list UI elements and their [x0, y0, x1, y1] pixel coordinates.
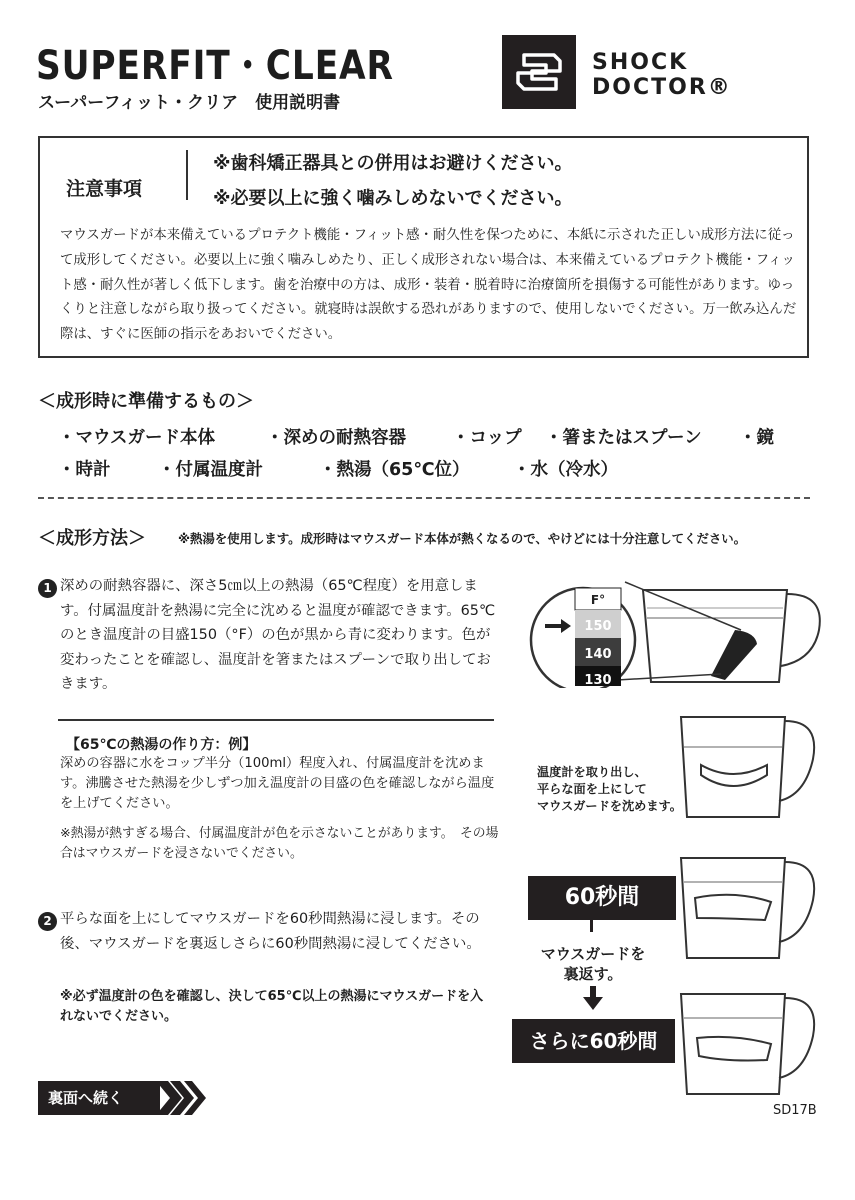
prep-item: ・熱湯（65℃位） [319, 460, 470, 480]
hot-water-body: 深めの容器に水をコップ半分（100ml）程度入れ、付属温度計を沈めます。沸騰させた熱湯を少しずつ加え温度計の目盛の色を確認しながら温度を上げてください。 [60, 756, 495, 811]
prep-item: ・コップ [452, 428, 522, 448]
cup-illustration-3 [675, 846, 825, 964]
prep-item: ・マウスガード本体 [58, 428, 215, 448]
arrow-down-icon [583, 986, 603, 1010]
section-divider [38, 497, 810, 499]
prep-item: ・深めの耐熱容器 [266, 428, 406, 448]
continue-label: 裏面へ続く [38, 1081, 160, 1115]
flip-label-line: 裏返す。 [563, 965, 623, 983]
illus-caption-line: 平らな面を上にして [537, 782, 647, 796]
cup-illustration-4 [675, 982, 825, 1100]
timer-badge-again-60s: さらに60秒間 [512, 1019, 675, 1063]
caution-divider [186, 150, 188, 200]
prep-heading: ＜成形時に準備するもの＞ [38, 391, 254, 412]
illus-caption-line: 温度計を取り出し、 [537, 765, 647, 779]
brand-line-2: DOCTOR® [592, 75, 732, 100]
thermo-tick: 130 [584, 673, 612, 688]
brand-logo-mark [502, 35, 576, 109]
product-code: SD17B [773, 1103, 817, 1118]
caution-heading: 注意事項 [66, 178, 143, 200]
method-note: ※熱湯を使用します。成形時はマウスガード本体が熱くなるので、やけどには十分注意してください。 [178, 531, 747, 546]
prep-item: ・箸またはスプーン [545, 428, 702, 448]
thermo-tick: 150 [584, 619, 612, 634]
hot-water-title: 【65℃の熱湯の作り方：例】 [66, 737, 257, 753]
thermo-unit: F° [590, 593, 606, 607]
connector [590, 920, 593, 932]
prep-item: ・時計 [58, 460, 111, 480]
flip-label-line: マウスガードを [540, 945, 646, 963]
prep-item: ・付属温度計 [158, 460, 263, 480]
cup-illustration-2 [675, 705, 825, 823]
step-2-warning: ※必ず温度計の色を確認し、決して65℃以上の熱湯にマウスガードを入れないでください。 [60, 989, 484, 1024]
caution-line-1: ※歯科矯正器具との併用はお避けください。 [213, 153, 573, 174]
thermo-tick: 140 [584, 647, 612, 662]
caution-body: マウスガードが本来備えているプロテクト機能・フィット感・耐久性を保つために、本紙に示された正しい成形方法に従って成形してください。必要以上に強く噛みしめたり、正しく成形されない場合は、本来備えているプロテクト機能・フィット感・耐久性が著しく低下します。歯を治療中の方は、成形・装着・脱着時に治療箇所を損傷する可能性があります。ゆっくりと注意しながら取り扱ってください。就寝時は誤飲する恐れがありますので、使用しないでください。万一飲み込んだ際は、すぐに医師の指示をあおいでください。 [60, 228, 797, 343]
brand-name [592, 50, 732, 100]
page-title: SUPERFIT・CLEAR [36, 43, 394, 89]
thermometer-illustration [525, 570, 825, 688]
brand-line-1: SHOCK [592, 50, 689, 75]
page-subtitle: スーパーフィット・クリア 使用説明書 [38, 93, 341, 113]
illus-caption [537, 764, 682, 815]
prep-item: ・鏡 [739, 428, 774, 448]
method-heading: ＜成形方法＞ [38, 528, 146, 549]
flip-label [538, 944, 648, 984]
hot-water-rule [58, 719, 494, 721]
hot-water-note: ※熱湯が熱すぎる場合、付属温度計が色を示さないことがあります。 その場合はマウスガードを浸さないでください。 [60, 826, 499, 861]
step-2-number: 2 [38, 912, 57, 931]
caution-line-2: ※必要以上に強く噛みしめないでください。 [213, 188, 573, 209]
prep-item: ・水（冷水） [513, 460, 618, 480]
illus-caption-line: マウスガードを沈めます。 [537, 799, 682, 813]
chevrons-right-icon [156, 1081, 208, 1115]
step-1-text: 深めの耐熱容器に、深さ5㎝以上の熱湯（65℃程度）を用意します。付属温度計を熱湯に完全に沈めると温度が確認できます。65℃のとき温度計の目盛150（°F）の色が黒から青に変わります。色が変わったことを確認し、温度計を箸またはスプーンで取り出しておきます。 [60, 578, 496, 692]
step-2-text: 平らな面を上にしてマウスガードを60秒間熱湯に浸します。その後、マウスガードを裏返しさらに60秒間熱湯に浸してください。 [60, 911, 481, 952]
step-1-number: 1 [38, 579, 57, 598]
timer-badge-60s: 60秒間 [528, 876, 676, 920]
